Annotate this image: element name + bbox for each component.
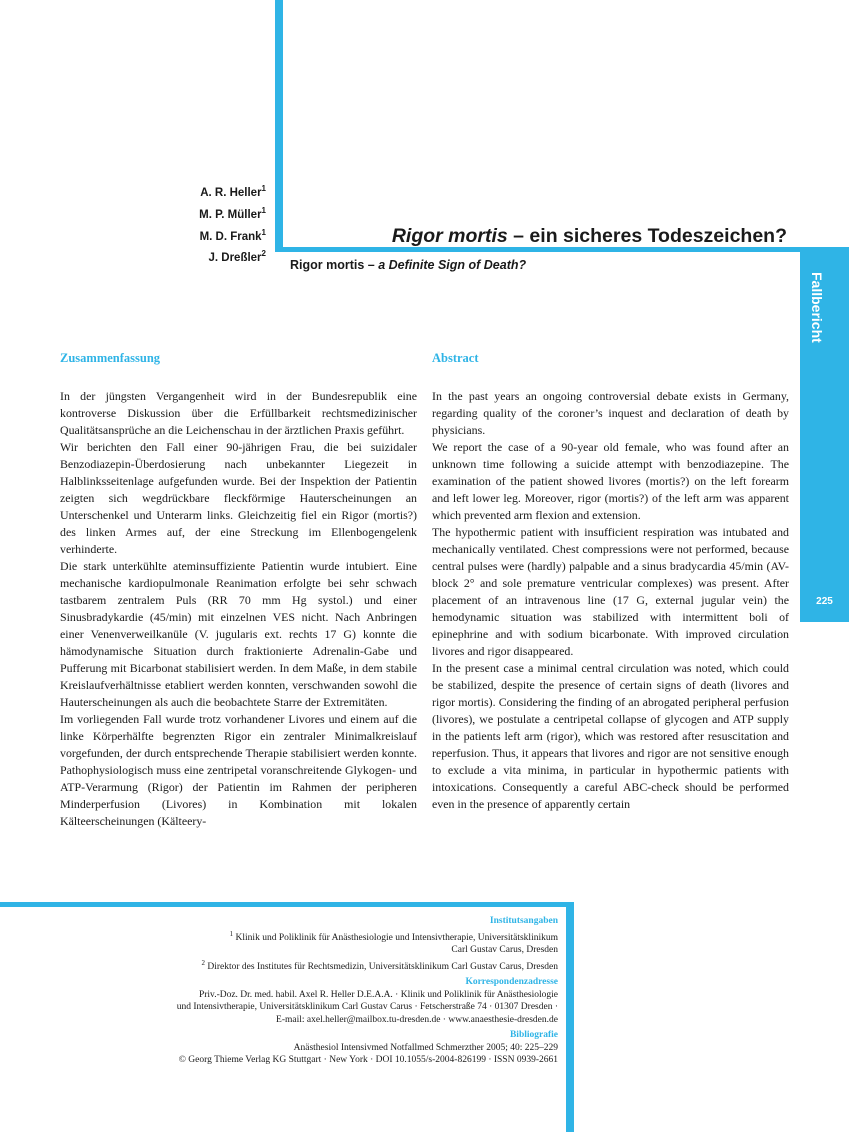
section-label: Fallbericht xyxy=(809,272,825,343)
author-list xyxy=(199,180,266,267)
author: J. Dreßler$^2$ xyxy=(208,249,266,265)
bibliography-line: © Georg Thieme Verlag KG Stuttgart · New York · DOI 10.1055/s-2004-826199 · ISSN 0939-2661 xyxy=(178,1055,558,1066)
author: M. D. Frank$^1$ xyxy=(199,227,266,243)
bibliography-heading: Bibliografie xyxy=(509,1030,558,1041)
institution-line: $^1$ Klinik und Poliklinik für Anästhesiologie und Intensivtherapie, Universitätsklinikum xyxy=(229,929,558,943)
article-footer xyxy=(38,912,558,1067)
institutions-heading: Institutsangaben xyxy=(489,916,558,926)
abstract-paragraph: In the present case a minimal central circulation was noted, which could be stabilized, despite the presence of certain signs of death (livores and rigor mortis). Considering the finding of an abrogated peripheral perfusion (livores), we postulate a centripetal collapse of glycogen and ATP supply in the patients left arm (rigor), which was restored after resuscitation and reperfusion. Thus, it appears that livores and rigor are not sensitive enough to exclude a vita minima, in particular in hypothermic patients with intoxications. Consequently a careful ABC-check should be performed even in the presence of apparently certain xyxy=(432,661,789,811)
author: A. R. Heller$^1$ xyxy=(200,184,266,199)
page-number: 225 xyxy=(816,596,833,607)
correspondence-line: Priv.-Doz. Dr. med. habil. Axel R. Heller D.E.A.A. · Klinik und Poliklinik für Anästhesiologie xyxy=(198,989,558,1000)
correspondence-line: E-mail: axel.heller@mailbox.tu-dresden.de · www.anaesthesie-dresden.de xyxy=(276,1014,558,1025)
summary-paragraph: Die stark unterkühlte ateminsuffiziente Patientin wurde intubiert. Eine mechanische kardiopulmonale Reanimation erfolgte bei sehr schwach tastbarem zentralem Puls (RR 70 mm Hg systol.) und einer Sinusbradykardie (45/min) mit einzelnen VES nicht. Nach Anbringen einer Venenverweilkanüle (V. jugularis ext. rechts 17 G) konnte die hämodynamische Situation durch fraktionierte Adrenalin-Gabe und Pufferung mit Bicarbonat stabilisiert werden. In dem Maße, in dem stabile Kreislaufverhältnisse etabliert werden konnten, verschwanden sowohl die Hauterscheinungen als auch die beobachtete Starre der Extremitäten. xyxy=(60,559,417,709)
author: M. P. Müller$^1$ xyxy=(199,205,266,221)
summary-paragraph: Wir berichten den Fall einer 90-jährigen Frau, die bei suizidaler Benzodiazepin-Überdosierung nach unbekannter Liegezeit in Halblinksseitenlage aufgefunden wurde. Bei der Inspektion der Patientin zeigten sich wegdrückbare fleckförmige Hauterscheinungen an Unterschenkel und Unterarm links. Gleichzeitig fiel ein Rigor (mortis?) des linken Armes auf, der eine Streckung im Ellenbogengelenk verhinderte. xyxy=(60,440,417,556)
summary-paragraph: In der jüngsten Vergangenheit wird in der Bundesrepublik eine kontroverse Diskussion über die Erfüllbarkeit rechtsmedizinischer Qualitätsansprüche an die Leichenschau in der ärztlichen Praxis geführt. xyxy=(60,389,417,437)
footer-side-bar xyxy=(566,902,574,1132)
abstract-heading: Abstract xyxy=(432,351,479,365)
bibliography-line: Anästhesiol Intensivmed Notfallmed Schmerzther 2005; 40: 225–229 xyxy=(293,1042,558,1053)
article-title: Rigor mortis – ein sicheres Todeszeichen? xyxy=(391,225,787,247)
institution-line: Carl Gustav Carus, Dresden xyxy=(451,945,558,956)
abstract-paragraph: We report the case of a 90-year old female, who was found after an unknown time following a suicide attempt with benzodiazepine. The examination of the patient showed livores (mortis?) on the left forearm and left lower leg. Moreover, rigor (mortis?) of the left arm was apparent which prevented arm flexion and extension. xyxy=(432,440,789,522)
institution-line: $^2$ Direktor des Institutes für Rechtsmedizin, Universitätsklinikum Carl Gustav Carus, Dresden xyxy=(201,958,558,972)
summary-column xyxy=(60,350,417,830)
correspondence-line: und Intensivtherapie, Universitätsklinikum Carl Gustav Carus · Fetscherstraße 74 · 01307 Dresden · xyxy=(176,1002,558,1013)
footer-accent-bar xyxy=(0,902,574,907)
abstract-paragraph: The hypothermic patient with insufficient respiration was intubated and mechanically ventilated. Chest compressions were not performed, because central pulses were (hardly) palpable and a sinus bradycardia 45/min (AV-block 2° and sole premature ventricular complexes) was present. After placement of an intravenous line (17 G, external jugular vein) the hemodynamic situation was stabilized with intermittent boli of epinephrine and with sodium bicarbonate. With improved circulation livores and rigor disappeared. xyxy=(432,525,789,658)
abstract-paragraph: In the past years an ongoing controversial debate exists in Germany, regarding quality of the coroner’s inquest and declaration of death by physicians. xyxy=(432,389,789,437)
correspondence-heading: Korrespondenzadresse xyxy=(465,977,558,988)
summary-heading: Zusammenfassung xyxy=(60,351,161,365)
section-side-tab xyxy=(800,252,849,622)
top-accent-bar xyxy=(275,0,283,252)
abstract-column xyxy=(432,350,789,813)
summary-paragraph: Im vorliegenden Fall wurde trotz vorhandener Livores und einem auf die linke Körperhälfte begrenzten Rigor ein zentraler Minimalkreislauf vorgefunden, der durch entsprechende Therapie stabilisiert werden konnte. Pathophysiologisch muss eine zentripetal voranschreitende Glykogen- und ATP-Verarmung (Rigor) der Patientin im Rahmen der peripheren Minderperfusion (Livores) in Kombination mit lokalen Kälteerscheinungen (Kälteery- xyxy=(60,712,417,828)
article-subtitle: Rigor mortis – a Definite Sign of Death? xyxy=(290,258,527,272)
